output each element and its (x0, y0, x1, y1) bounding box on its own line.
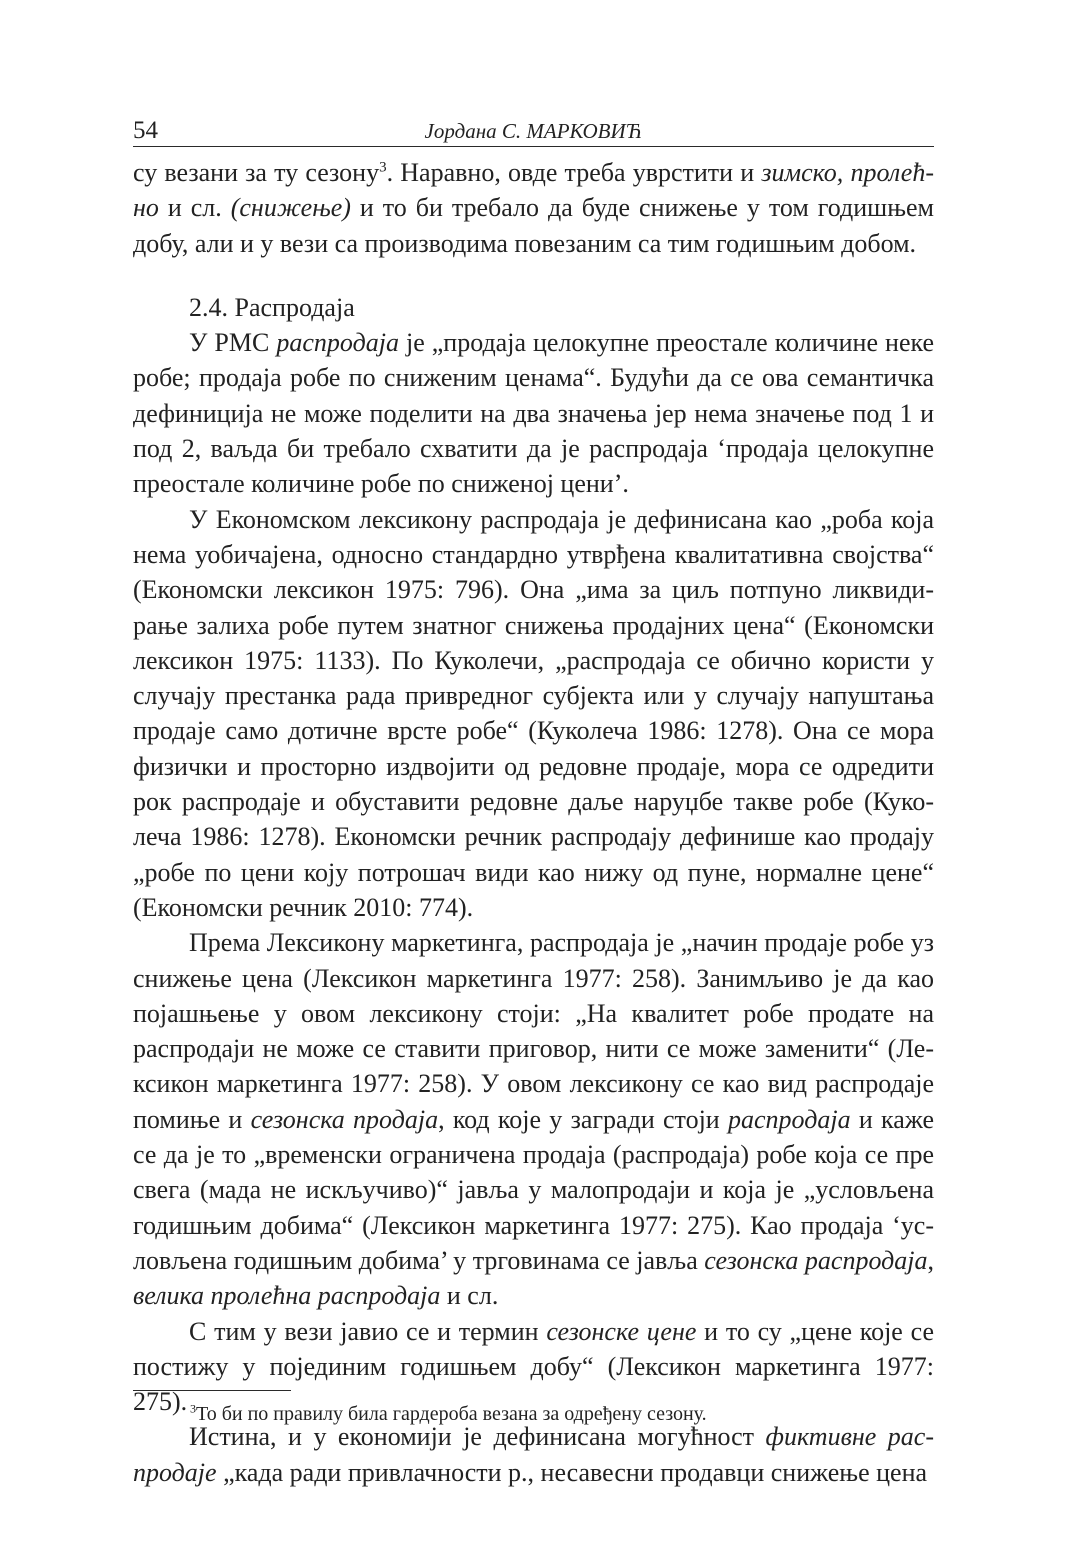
main-text (133, 155, 934, 1490)
text-run: . Наравно, овде треба уврстити и (386, 158, 762, 187)
paragraph-2 (133, 325, 934, 501)
text-run: Истина, и у економији је дефинисана могућност (189, 1422, 766, 1452)
running-head-author: Јордана С. МАРКОВИЋ (424, 119, 643, 143)
section-heading: 2.4. Распродаја (189, 292, 355, 322)
italic-term: распродаја (276, 328, 399, 358)
paragraph-4 (133, 925, 934, 1313)
text-run: и то су „цене које се постижу у појединим годишњем добу“ (Лексикон маркетинга 1977: 275). (133, 1316, 934, 1417)
text-run: је „продаја целокупне преостале количине неке робе; продаја робе по сниженим ценама“. Будући да се ова семантичка дефиниција не може поделити на два значења јер нема значење под 1 и под 2, ваљда би требало схватити да је распродаја ‘продаја целокупне преостале количине робе по сниженој цени’. (133, 328, 935, 499)
text-run: Према Лексикону маркетинга, распродаја је „начин продаје робе уз снижење цена (Лексикон маркетинга 1977: 258). Занимљиво је да као појашњење у овом лексикону стоји: „На квалитет робе продате на распродаји не може се ставити приговор, нити се може заменити“ (Ле-ксикон маркетинга 1977: 258). У овом лексикону се као вид распродаје помиње и (133, 928, 934, 1134)
text-run: и каже се да је то „временски ограничена продаја (распродаја) робе која се пре свега (мада не искључиво)“ јавља у малопродаји и која је „условљена годишњим добима“ (Лексикон маркетинга 1977: 275). Као продаја ‘ус-ловљена годишњим добима’ у трговинама се јавља (133, 1104, 934, 1275)
italic-term: велика пролећна распродаја (133, 1281, 441, 1311)
paragraph-3: У Економском лексикону распродаја је дефинисана као „роба која нема уобичајена, односно стандардно утврђена квалитативна својства“ (Економски лексикон 1975: 796). Она „има за циљ потпуно ликвиди-рање залиха робе путем знатног снижења продајних цена“ (Економски лексикон 1975: 1133). По Куколечи, „распродаја се обично користи у случају престанка рада привредног субјекта или у случају напуштања продаје само дотичне врсте робе“ (Куколеча 1986: 1278). Она се мора физички и просторно издвојити од редовне продаје, мора се одредити рок распродаје и обуставити редовне даље наруџбе такве робе (Куко-леча 1986: 1278). Економски речник распродају дефинише као продају „робе по цени коју потрошач види као нижу од пуне, нормалне цене“ (Економски речник 2010: 774). (133, 504, 934, 922)
footnote-ref: 3 (379, 159, 387, 176)
paragraph-6 (133, 1419, 934, 1490)
paragraph-1 (133, 155, 934, 261)
italic-term: (снижење) (230, 193, 351, 223)
text-run: , код које у загради стоји (438, 1104, 728, 1134)
footnote (190, 1402, 707, 1426)
text-run: , (927, 1245, 934, 1275)
text-run: С тим у вези јавио се и термин (189, 1316, 547, 1346)
text-run: и то би требало да буде снижење у том годишњем добу, али и у вези са производима повезаним са тим годишњим добом. (133, 193, 934, 258)
footnote-divider (133, 1390, 291, 1391)
text-run: и сл. (158, 193, 231, 223)
text-run: У РМС (189, 328, 277, 358)
italic-term: распродаја (728, 1104, 851, 1134)
italic-term: зимско, пролећ-но (133, 158, 934, 223)
footnote-number: 3 (190, 1401, 196, 1416)
text-run: су везани за ту сезону (133, 158, 380, 187)
text-run: „када ради привлачности р., несавесни продавци снижење цена (216, 1457, 928, 1487)
running-header (133, 114, 934, 147)
italic-term: сезонске цене (546, 1316, 697, 1346)
italic-term: сезонска распродаја (704, 1245, 928, 1275)
page-number: 54 (133, 117, 158, 144)
italic-term: фиктивне рас-продаје (133, 1422, 934, 1487)
italic-term: сезонска продаја (250, 1104, 439, 1134)
footnote-text: То би по правилу била гардероба везана за одређену сезону. (196, 1403, 707, 1425)
text-run: и сл. (440, 1281, 499, 1311)
